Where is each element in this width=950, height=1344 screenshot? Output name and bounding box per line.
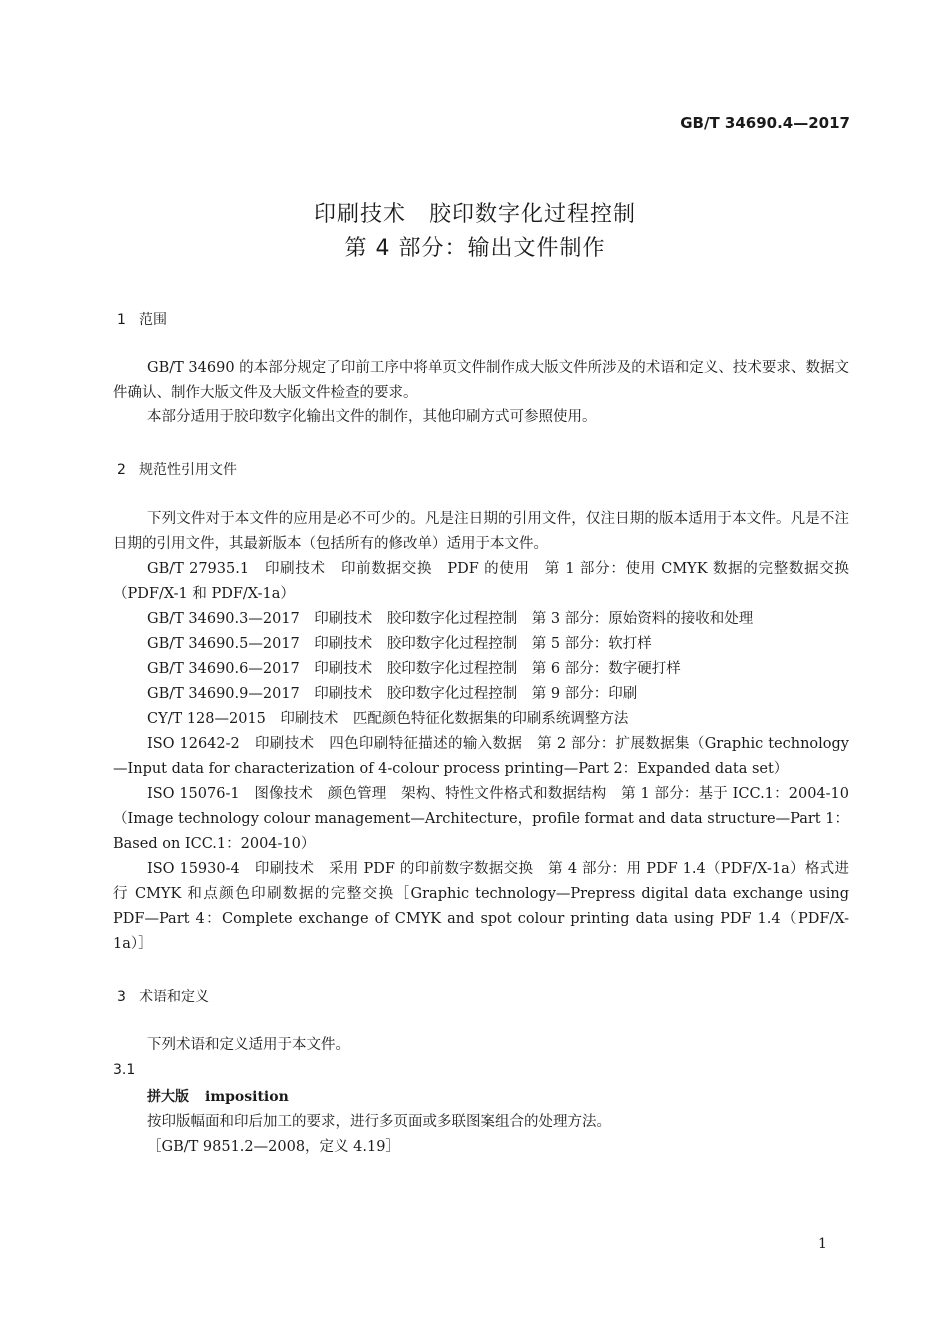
reference-item: GB/T 34690.5—2017 印刷技术 胶印数字化过程控制 第 5 部分：软打样	[147, 636, 652, 652]
term-definition: 按印版幅面和印后加工的要求，进行多页面或多联图案组合的处理方法。	[147, 1114, 611, 1130]
document-title-line2: 第 4 部分：输出文件制作	[344, 236, 606, 261]
section-number: 2	[117, 462, 126, 478]
section-title: 范围	[139, 312, 167, 328]
section-number: 1	[117, 312, 126, 328]
section-1-heading	[117, 309, 167, 329]
term-heading	[147, 1086, 289, 1106]
document-title-line1: 印刷技术 胶印数字化过程控制	[313, 202, 636, 227]
standard-number: GB/T 34690.4—2017	[680, 114, 850, 132]
reference-item: ISO 15076-1 图像技术 颜色管理 架构、特性文件格式和数据结构 第 1 部分：基于 ICC.1：2004-10（Image technology colour management—Architecture，profile format and data structure—Part 1：Based on ICC.1：2004-10）	[113, 786, 849, 852]
term-source: ［GB/T 9851.2—2008，定义 4.19］	[147, 1139, 400, 1155]
reference-item: ISO 12642-2 印刷技术 四色印刷特征描述的输入数据 第 2 部分：扩展数据集（Graphic technology—Input data for characterization of 4-colour process printing—Part 2：Expanded data set）	[113, 736, 849, 777]
section-title: 术语和定义	[139, 989, 209, 1005]
section-number: 3	[117, 989, 126, 1005]
reference-item: CY/T 128—2015 印刷技术 匹配颜色特征化数据集的印刷系统调整方法	[147, 711, 629, 727]
section-2-heading	[117, 459, 237, 479]
refs-intro: 下列文件对于本文件的应用是必不可少的。凡是注日期的引用文件，仅注日期的版本适用于本文件。凡是不注日期的引用文件，其最新版本（包括所有的修改单）适用于本文件。	[113, 511, 849, 552]
terms-intro: 下列术语和定义适用于本文件。	[147, 1037, 350, 1053]
reference-item: GB/T 34690.3—2017 印刷技术 胶印数字化过程控制 第 3 部分：原始资料的接收和处理	[147, 611, 754, 627]
term-english: imposition	[205, 1089, 289, 1105]
term-number: 3.1	[113, 1062, 136, 1078]
reference-item: ISO 15930-4 印刷技术 采用 PDF 的印前数字数据交换 第 4 部分：用 PDF 1.4（PDF/X-1a）格式进行 CMYK 和点颜色印刷数据的完整交换［Graphic technology—Prepress digital data exchange using PDF—Part 4：Complete exchange of CMYK and spot colour printing data using PDF 1.4（PDF/X-1a）］	[113, 861, 849, 952]
scope-paragraph-1: GB/T 34690 的本部分规定了印前工序中将单页文件制作成大版文件所涉及的术语和定义、技术要求、数据文件确认、制作大版文件及大版文件检查的要求。	[113, 360, 849, 401]
section-3-heading	[117, 986, 209, 1006]
page-number: 1	[818, 1236, 827, 1252]
scope-paragraph-2: 本部分适用于胶印数字化输出文件的制作，其他印刷方式可参照使用。	[147, 409, 597, 425]
reference-item: GB/T 34690.6—2017 印刷技术 胶印数字化过程控制 第 6 部分：数字硬打样	[147, 661, 681, 677]
section-title: 规范性引用文件	[139, 462, 237, 478]
reference-item: GB/T 34690.9—2017 印刷技术 胶印数字化过程控制 第 9 部分：印刷	[147, 686, 638, 702]
reference-item: GB/T 27935.1 印刷技术 印前数据交换 PDF 的使用 第 1 部分：使用 CMYK 数据的完整数据交换（PDF/X-1 和 PDF/X-1a）	[113, 561, 849, 602]
term-chinese: 拼大版	[147, 1089, 189, 1105]
